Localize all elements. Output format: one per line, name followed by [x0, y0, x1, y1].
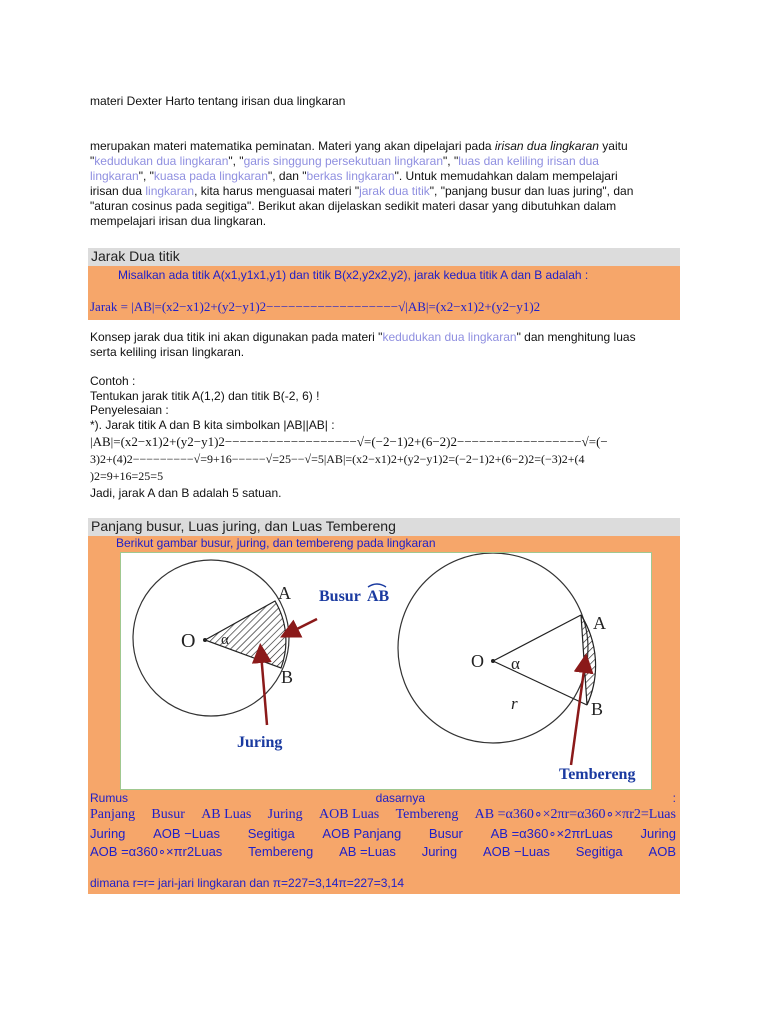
label-r: r [511, 694, 518, 713]
intro-line-5: "aturan cosinus pada segitiga". Berikut akan dijelaskan sedikit materi dasar yang dibutuhkan dalam [90, 199, 617, 213]
link-kedudukan-2[interactable]: kedudukan dua lingkaran [382, 330, 517, 344]
intro-text: merupakan materi matematika peminatan. Materi yang akan dipelajari pada [90, 139, 495, 153]
formula-word: Juring [421, 844, 458, 859]
section-heading-jarak: Jarak Dua titik [88, 248, 680, 266]
label-alpha-right: α [511, 654, 520, 673]
busur-ab-label: AB [367, 588, 390, 605]
formula-word: AOB [648, 844, 676, 859]
dimana-line: dimana r=r= jari-jari lingkaran dan π=227=3,14π=227=3,14 [90, 876, 405, 890]
page-title: materi Dexter Harto tentang irisan dua lingkaran [90, 94, 346, 108]
intro-text: ", " [228, 154, 244, 168]
intro-line-3 [90, 169, 618, 184]
label-b-left: B [281, 667, 294, 687]
tembereng-label: Tembereng [559, 766, 636, 783]
intro-text: ", dan " [267, 169, 307, 183]
formula-word: Panjang [90, 807, 136, 822]
intro-text: " [90, 154, 95, 168]
formula-word: AOB Panjang [322, 826, 402, 841]
formula-line-3 [90, 843, 676, 860]
formula-line-2 [90, 825, 676, 842]
link-lingkaran[interactable]: lingkaran [145, 184, 195, 198]
contoh-label: Contoh : [90, 374, 136, 388]
jarak-definition: Misalkan ada titik A(x1,y1x1,y1) dan titik B(x2,y2x2,y2), jarak kedua titik A dan B adalah : [118, 268, 589, 282]
rumus-mid: dasarnya [375, 791, 426, 805]
formula-word: Juring [90, 826, 126, 841]
label-a-right: A [593, 613, 606, 633]
intro-line-6: mempelajari irisan dua lingkaran. [90, 214, 267, 228]
formula-word: AOB Luas [318, 807, 380, 822]
juring-arrow [261, 653, 267, 725]
link-luas-keliling[interactable]: luas dan keliling irisan dua [458, 154, 599, 168]
label-a-left: A [278, 583, 291, 603]
busur-arrow [289, 619, 317, 633]
intro-line-4 [90, 184, 633, 199]
formula-word: Juring [267, 807, 303, 822]
konsep-text: " dan menghitung luas [516, 330, 636, 344]
formula-word: Segitiga [575, 844, 623, 859]
jarak-formula: Jarak = |AB|=(x2−x1)2+(y2−y1)2−−−−−−−−−−−−−−−−−−√|AB|=(x2−x1)2+(y2−y1)2 [90, 299, 541, 314]
circle-right [398, 553, 588, 743]
label-alpha-left: α [221, 632, 229, 648]
formula-word: AB Luas [201, 807, 252, 822]
intro-line-1 [90, 139, 628, 154]
busur-caption: Berikut gambar busur, juring, dan tembereng pada lingkaran [116, 536, 436, 550]
konsep-line-2: serta keliling irisan lingkaran. [90, 345, 245, 359]
link-kedudukan[interactable]: kedudukan dua lingkaran [94, 154, 229, 168]
konsep-text: Konsep jarak dua titik ini akan digunakan pada materi " [90, 330, 383, 344]
intro-italic: irisan dua lingkaran [494, 139, 599, 153]
contoh-soal: Tentukan jarak titik A(1,2) dan titik B(-2, 6) ! [90, 389, 320, 403]
formula-word: AOB −Luas [153, 826, 220, 841]
link-kuasa[interactable]: kuasa pada lingkaran [153, 169, 268, 183]
formula-word: Segitiga [247, 826, 295, 841]
contoh-equation-3: )2=9+16=25=5 [90, 469, 164, 483]
contoh-jadi: Jadi, jarak A dan B adalah 5 satuan. [90, 486, 282, 500]
formula-word: AB =α360∘×2πr=α360∘×πr2=Luas [474, 807, 676, 822]
radius-ob [493, 661, 587, 705]
rumus-label: Rumus [90, 791, 129, 805]
section-heading-busur: Panjang busur, Luas juring, dan Luas Tembereng [88, 518, 680, 536]
center-point-right [491, 659, 495, 663]
intro-text: ". Untuk memudahkan dalam mempelajari [394, 169, 618, 183]
formula-word: AOB −Luas [482, 844, 550, 859]
arc-hat-icon [368, 584, 386, 587]
formula-word: AOB =α360∘×πr2Luas [90, 844, 223, 859]
contoh-step-1: *). Jarak titik A dan B kita simbolkan |AB||AB| : [90, 418, 335, 432]
label-o-left: O [181, 630, 196, 652]
formula-word: AB =α360∘×2πrLuas [490, 826, 613, 841]
contoh-equation-1: |AB|=(x2−x1)2+(y2−y1)2−−−−−−−−−−−−−−−−−−√=(−2−1)2+(6−2)2−−−−−−−−−−−−−−−−−√=(− [90, 434, 608, 449]
link-berkas[interactable]: berkas lingkaran [306, 169, 395, 183]
formula-word: Busur [151, 807, 185, 822]
link-jarak-dua-titik[interactable]: jarak dua titik [359, 184, 430, 198]
contoh-penyelesaian: Penyelesaian : [90, 403, 169, 417]
formula-box-jarak [88, 266, 680, 320]
contoh-equation-2: 3)2+(4)2−−−−−−−−−√=9+16−−−−−√=25−−√=5|AB|=(x2−x1)2+(y2−y1)2=(−2−1)2+(6−2)2=(−3)2+(4 [90, 452, 585, 466]
label-b-right: B [591, 699, 604, 719]
juring-label: Juring [237, 734, 283, 751]
konsep-line-1 [90, 330, 636, 345]
rumus-row [90, 791, 676, 805]
circle-figure [120, 552, 652, 790]
intro-text: irisan dua [90, 184, 146, 198]
tembereng-arrow [571, 663, 585, 765]
intro-text: yaitu [598, 139, 628, 153]
rumus-colon: : [672, 791, 676, 805]
radius-oa [493, 615, 581, 661]
circle-diagram [121, 553, 651, 789]
intro-text: ", " [443, 154, 459, 168]
formula-line-1 [90, 806, 676, 823]
formula-word: Tembereng [248, 844, 314, 859]
center-point-left [203, 638, 207, 642]
intro-text: ", "panjang busur dan luas juring", dan [429, 184, 634, 198]
intro-line-2 [90, 154, 599, 169]
link-garis-singgung[interactable]: garis singgung persekutuan lingkaran [243, 154, 444, 168]
formula-word: AB =Luas [339, 844, 396, 859]
label-o-right: O [471, 651, 484, 671]
formula-word: Tembereng [395, 807, 459, 822]
intro-text: ", " [138, 169, 154, 183]
intro-text: , kita harus menguasai materi " [194, 184, 360, 198]
busur-label: Busur [319, 588, 361, 605]
formula-word: Juring [640, 826, 676, 841]
formula-word: Busur [428, 826, 463, 841]
link-luas-keliling-cont[interactable]: lingkaran [90, 169, 139, 183]
juring-sector [205, 601, 286, 668]
